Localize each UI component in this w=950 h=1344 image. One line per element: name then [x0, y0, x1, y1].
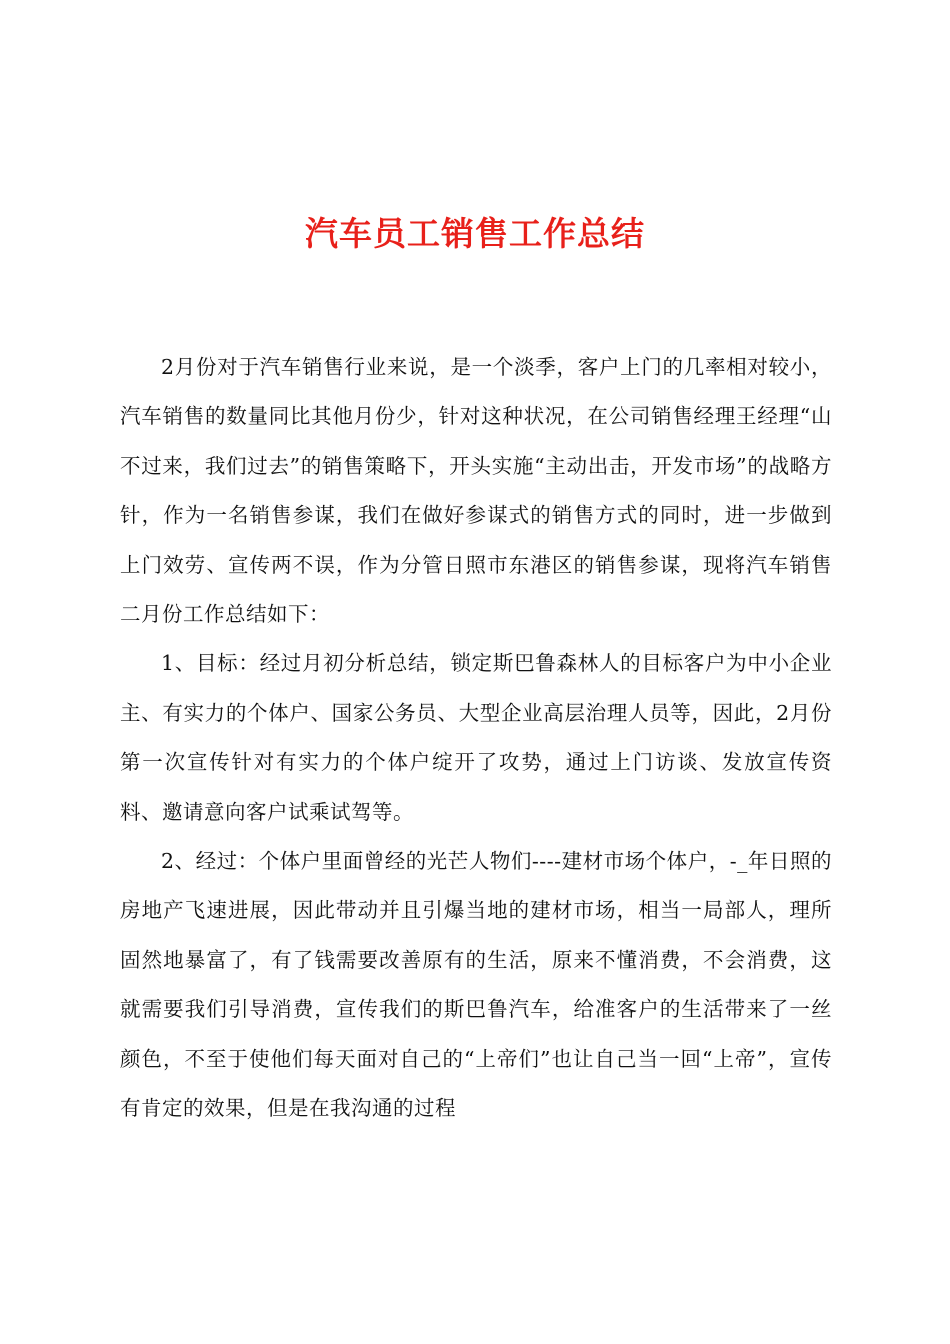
paragraph-intro: 2月份对于汽车销售行业来说，是一个淡季，客户上门的几率相对较小，汽车销售的数量同比其他月份少，针对这种状况，在公司销售经理王经理“山不过来，我们过去”的销售策略下，开头实施“主动出击，开发市场”的战略方针，作为一名销售参谋，我们在做好参谋式的销售方式的同时，进一步做到上门效劳、宣传两不误，作为分管日照市东港区的销售参谋，现将汽车销售二月份工作总结如下： [120, 355, 832, 627]
paragraph-target: 1、目标：经过月初分析总结，锁定斯巴鲁森林人的目标客户为中小企业主、有实力的个体户、国家公务员、大型企业高层治理人员等，因此，2月份第一次宣传针对有实力的个体户绽开了攻势，通过上门访谈、发放宣传资料、邀请意向客户试乘试驾等。 [120, 651, 832, 824]
document-title: 汽车员工销售工作总结 [305, 214, 645, 253]
document-body [120, 343, 832, 1134]
paragraph-process: 2、经过：个体户里面曾经的光芒人物们----建材市场个体户，-_年日照的房地产飞速进展，因此带动并且引爆当地的建材市场，相当一局部人，理所固然地暴富了，有了钱需要改善原有的生活，原来不懂消费，不会消费，这就需要我们引导消费，宣传我们的斯巴鲁汽车，给准客户的生活带来了一丝颜色，不至于使他们每天面对自己的“上帝们”也让自己当一回“上帝”，宣传有肯定的效果，但是在我沟通的过程 [120, 849, 832, 1121]
